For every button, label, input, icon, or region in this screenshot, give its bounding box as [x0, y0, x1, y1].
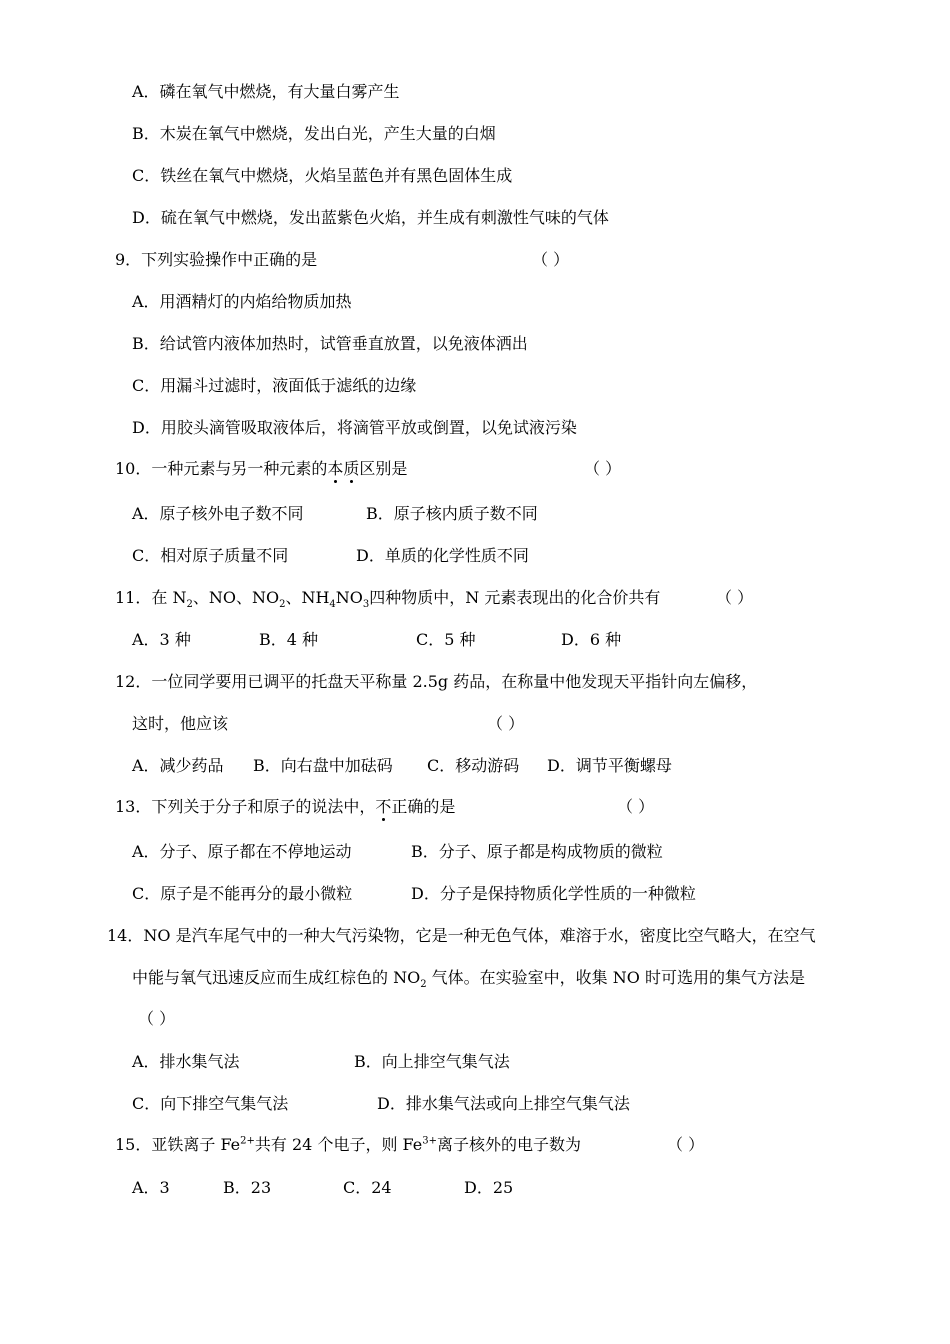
q11-answer-paren: （ ） [716, 588, 754, 607]
q15-option-b: B．23 [223, 1178, 272, 1197]
q15-stem [115, 1135, 581, 1155]
q8-option-d: D．硫在氧气中燃烧，发出蓝紫色火焰，并生成有刺激性气味的气体 [132, 208, 609, 227]
q10-option-a: A．原子核外电子数不同 [132, 504, 304, 523]
q11-subscript: 3 [362, 599, 370, 611]
q14-option-c: C．向下排空气集气法 [132, 1094, 289, 1113]
q15-option-d: D．25 [464, 1178, 514, 1197]
q10-emphasis-char: 质 [343, 459, 360, 478]
q10-option-d: D．单质的化学性质不同 [356, 546, 529, 565]
q11-stem-text: 11．在 N [115, 588, 187, 607]
q11-stem-text: 四种物质中，N 元素表现出的化合价共有 [369, 588, 661, 607]
q13-stem [115, 797, 455, 817]
q10-stem-text: 10．一种元素与另一种元素的 [115, 459, 328, 478]
q12-stem-line1: 12．一位同学要用已调平的托盘天平称量 2.5g 药品，在称量中他发现天平指针向左偏移， [115, 672, 758, 691]
q15-option-a: A．3 [132, 1178, 170, 1197]
q9-option-a: A．用酒精灯的内焰给物质加热 [132, 292, 352, 311]
q12-option-a: A．减少药品 [132, 756, 224, 775]
q14-answer-paren: （ ） [138, 1009, 176, 1028]
q10-answer-paren: （ ） [584, 459, 622, 478]
q10-stem-text: 区别是 [359, 459, 408, 478]
q15-stem-text: 离子核外的电子数为 [436, 1135, 581, 1154]
q15-stem-text: 共有 24 个电子，则 Fe [254, 1135, 423, 1154]
q9-option-c: C．用漏斗过滤时，液面低于滤纸的边缘 [132, 376, 417, 395]
q14-stem-text: 气体。在实验室中，收集 NO 时可选用的集气方法是 [426, 968, 805, 987]
q10-stem [115, 459, 407, 479]
q11-stem [115, 588, 661, 611]
q12-option-c: C．移动游码 [427, 756, 520, 775]
q11-subscript: 4 [329, 599, 336, 611]
q9-option-d: D．用胶头滴管吸取液体后，将滴管平放或倒置，以免试液污染 [132, 418, 577, 437]
q8-option-b: B．木炭在氧气中燃烧，发出白光，产生大量的白烟 [132, 124, 496, 143]
q12-stem-line2: 这时，他应该 [132, 714, 229, 733]
q10-emphasis-char: 本 [327, 459, 344, 478]
q15-answer-paren: （ ） [667, 1135, 705, 1154]
q15-option-c: C．24 [343, 1178, 392, 1197]
q11-stem-text: NO [335, 588, 363, 607]
q8-option-c: C．铁丝在氧气中燃烧，火焰呈蓝色并有黑色固体生成 [132, 166, 513, 185]
q9-stem: 9．下列实验操作中正确的是 [115, 250, 318, 269]
q10-option-b: B．原子核内质子数不同 [366, 504, 538, 523]
q11-stem-text: 、NO、NO [192, 588, 280, 607]
q13-stem-text: 正确的是 [391, 797, 456, 816]
q9-answer-paren: （ ） [532, 250, 570, 269]
q12-option-d: D．调节平衡螺母 [547, 756, 672, 775]
q15-stem-text: 15．亚铁离子 Fe [115, 1135, 241, 1154]
q14-stem-line2 [132, 968, 805, 991]
q15-superscript: 3+ [422, 1135, 437, 1147]
q14-option-a: A．排水集气法 [132, 1052, 240, 1071]
q11-subscript: 2 [186, 599, 193, 611]
q14-stem-text: 中能与氧气迅速反应而生成红棕色的 NO [132, 968, 421, 987]
q12-option-b: B．向右盘中加砝码 [253, 756, 393, 775]
q8-option-a: A．磷在氧气中燃烧，有大量白雾产生 [132, 82, 400, 101]
q14-option-b: B．向上排空气集气法 [354, 1052, 510, 1071]
q14-subscript: 2 [420, 979, 427, 991]
q14-option-d: D．排水集气法或向上排空气集气法 [377, 1094, 630, 1113]
q13-option-d: D．分子是保持物质化学性质的一种微粒 [411, 884, 696, 903]
q11-option-a: A．3 种 [132, 630, 191, 649]
q13-option-c: C．原子是不能再分的最小微粒 [132, 884, 353, 903]
q11-option-d: D．6 种 [561, 630, 622, 649]
q10-option-c: C．相对原子质量不同 [132, 546, 289, 565]
q11-subscript: 2 [279, 599, 286, 611]
q14-stem-line1: 14．NO 是汽车尾气中的一种大气污染物，它是一种无色气体，难溶于水，密度比空气略大，在空气 [107, 926, 816, 945]
q13-option-a: A．分子、原子都在不停地运动 [132, 842, 352, 861]
q11-option-c: C．5 种 [416, 630, 476, 649]
q9-option-b: B．给试管内液体加热时，试管垂直放置，以免液体洒出 [132, 334, 528, 353]
q15-superscript: 2+ [240, 1135, 255, 1147]
q13-stem-text: 13．下列关于分子和原子的说法中， [115, 797, 376, 816]
q13-answer-paren: （ ） [617, 797, 655, 816]
q13-option-b: B．分子、原子都是构成物质的微粒 [411, 842, 663, 861]
q11-option-b: B．4 种 [259, 630, 319, 649]
q12-answer-paren: （ ） [487, 714, 525, 733]
q13-emphasis-char: 不 [375, 797, 392, 816]
q11-stem-text: 、NH [285, 588, 330, 607]
